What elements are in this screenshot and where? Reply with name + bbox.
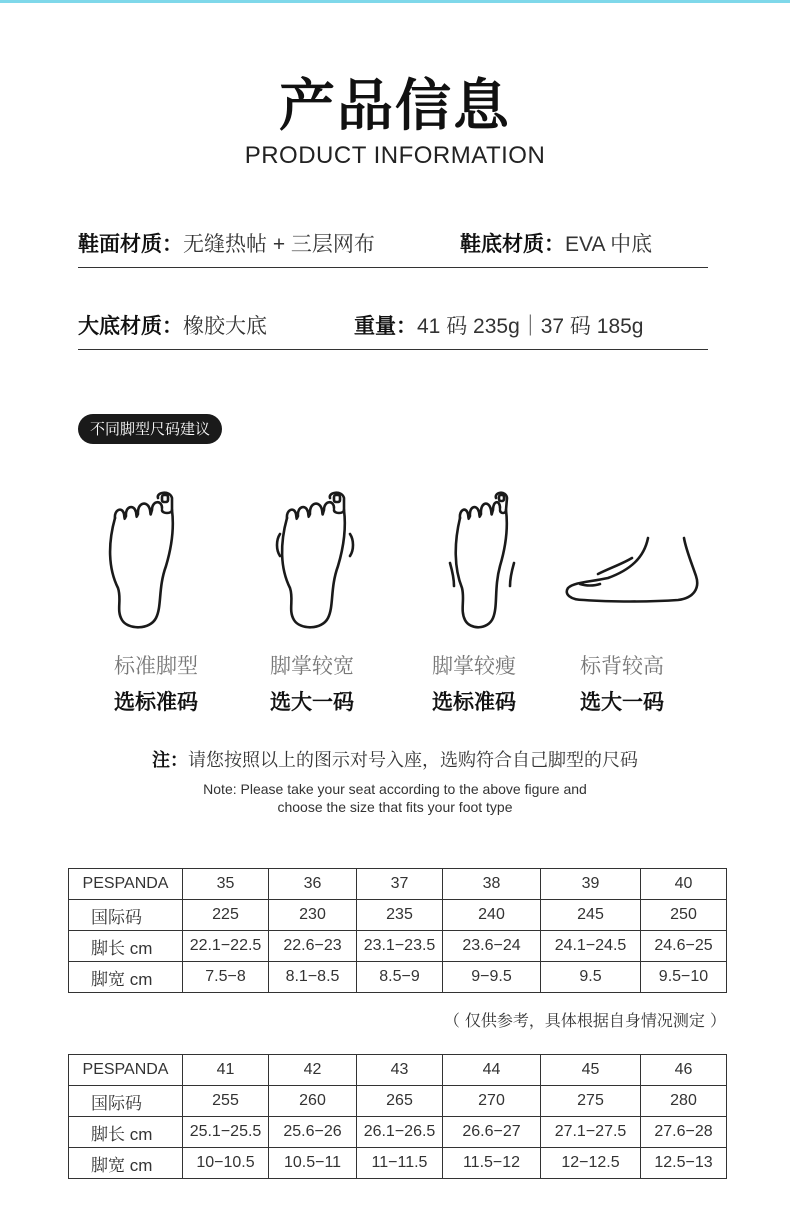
size-cell: 43 [357, 1055, 443, 1086]
size-cell: 42 [269, 1055, 357, 1086]
reference-note: （ 仅供参考，具体根据自身情况测定 ） [443, 1011, 726, 1030]
top-accent-rule [0, 0, 790, 3]
table-cell: 9.5 [541, 962, 641, 993]
spec-outsole-value: 橡胶大底 [183, 315, 267, 338]
size-cell: 40 [641, 869, 727, 900]
note-en [0, 780, 790, 816]
row-label: 脚长 cm [69, 931, 183, 962]
table-cell: 11.5−12 [443, 1148, 541, 1179]
table-row [69, 900, 727, 931]
spec-sole-value: EVA 中底 [565, 233, 653, 256]
table-cell: 27.1−27.5 [541, 1117, 641, 1148]
table-row [69, 1148, 727, 1179]
size-cell: 41 [183, 1055, 269, 1086]
size-cell: 44 [443, 1055, 541, 1086]
row-label: 脚宽 cm [69, 962, 183, 993]
row-label: 国际码 [69, 900, 183, 931]
table-cell: 12−12.5 [541, 1148, 641, 1179]
table-cell: 9.5−10 [641, 962, 727, 993]
size-cell: 36 [269, 869, 357, 900]
table-cell: 235 [357, 900, 443, 931]
foot-pick-standard: 选标准码 [114, 690, 198, 714]
note-text-cn: 请您按照以上的图示对号入座，选购符合自己脚型的尺码 [188, 750, 638, 771]
table-cell: 10.5−11 [269, 1148, 357, 1179]
foot-pick-wide: 选大一码 [270, 690, 354, 714]
table-cell: 245 [541, 900, 641, 931]
spec-upper-label: 鞋面材质： [78, 232, 183, 256]
table-cell: 27.6−28 [641, 1117, 727, 1148]
spec-weight [354, 310, 644, 340]
foot-narrow-icon [410, 488, 550, 633]
table-cell: 22.6−23 [269, 931, 357, 962]
foot-type-label-wide: 脚掌较宽 [270, 654, 354, 678]
table-cell: 24.1−24.5 [541, 931, 641, 962]
spec-row-materials [78, 228, 708, 268]
page-title: 产品信息 [279, 74, 511, 139]
note-text-en-line-2: choose the size that fits your foot type [277, 799, 513, 815]
table-cell: 260 [269, 1086, 357, 1117]
table-cell: 250 [641, 900, 727, 931]
table-cell: 25.6−26 [269, 1117, 357, 1148]
table-cell: 225 [183, 900, 269, 931]
table-cell: 7.5−8 [183, 962, 269, 993]
note-text-en-line-1: Note: Please take your seat according to the above figure and [203, 781, 587, 797]
table-cell: 270 [443, 1086, 541, 1117]
foot-type-label-high-instep: 标背较高 [580, 654, 664, 678]
table-cell: 11−11.5 [357, 1148, 443, 1179]
table-cell: 23.6−24 [443, 931, 541, 962]
table-cell: 12.5−13 [641, 1148, 727, 1179]
table-cell: 25.1−25.5 [183, 1117, 269, 1148]
spec-sole-label: 鞋底材质： [460, 232, 565, 256]
table-cell: 240 [443, 900, 541, 931]
table-cell: 26.1−26.5 [357, 1117, 443, 1148]
foot-high-instep-icon [560, 488, 700, 633]
table-cell: 26.6−27 [443, 1117, 541, 1148]
spec-weight-value: 41 码 235g｜37 码 185g [417, 315, 644, 338]
spec-row-outsole-weight [78, 310, 708, 350]
foot-pick-high-instep: 选大一码 [580, 690, 664, 714]
size-table-1 [68, 868, 727, 993]
brand-cell: PESPANDA [69, 869, 183, 900]
note-label: 注： [152, 750, 188, 771]
table-cell: 255 [183, 1086, 269, 1117]
foot-type-badge: 不同脚型尺码建议 [78, 414, 222, 444]
size-cell: 46 [641, 1055, 727, 1086]
table-cell: 9−9.5 [443, 962, 541, 993]
row-label: 脚宽 cm [69, 1148, 183, 1179]
table-cell: 275 [541, 1086, 641, 1117]
table-row [69, 962, 727, 993]
page-subtitle: PRODUCT INFORMATION [244, 142, 546, 169]
table-cell: 8.5−9 [357, 962, 443, 993]
table-row [69, 1117, 727, 1148]
table-header-row [69, 869, 727, 900]
table-cell: 8.1−8.5 [269, 962, 357, 993]
foot-standard-icon [70, 488, 210, 633]
table-cell: 24.6−25 [641, 931, 727, 962]
size-cell: 38 [443, 869, 541, 900]
table-header-row [69, 1055, 727, 1086]
foot-wide-icon [242, 488, 382, 633]
size-cell: 45 [541, 1055, 641, 1086]
table-row [69, 931, 727, 962]
table-cell: 22.1−22.5 [183, 931, 269, 962]
table-row [69, 1086, 727, 1117]
size-table-2 [68, 1054, 727, 1179]
row-label: 脚长 cm [69, 1117, 183, 1148]
table-cell: 10−10.5 [183, 1148, 269, 1179]
spec-weight-label: 重量： [354, 314, 417, 338]
row-label: 国际码 [69, 1086, 183, 1117]
note-cn [0, 746, 790, 772]
foot-type-label-standard: 标准脚型 [114, 654, 198, 678]
foot-type-label-narrow: 脚掌较瘦 [432, 654, 516, 678]
table-cell: 23.1−23.5 [357, 931, 443, 962]
spec-outsole-label: 大底材质： [78, 314, 183, 338]
spec-upper [78, 228, 375, 258]
size-cell: 37 [357, 869, 443, 900]
table-cell: 230 [269, 900, 357, 931]
table-cell: 280 [641, 1086, 727, 1117]
spec-upper-value: 无缝热帖 + 三层网布 [183, 233, 375, 256]
table-cell: 265 [357, 1086, 443, 1117]
spec-sole [460, 228, 652, 258]
brand-cell: PESPANDA [69, 1055, 183, 1086]
foot-pick-narrow: 选标准码 [432, 690, 516, 714]
size-cell: 39 [541, 869, 641, 900]
size-cell: 35 [183, 869, 269, 900]
spec-outsole [78, 310, 267, 340]
